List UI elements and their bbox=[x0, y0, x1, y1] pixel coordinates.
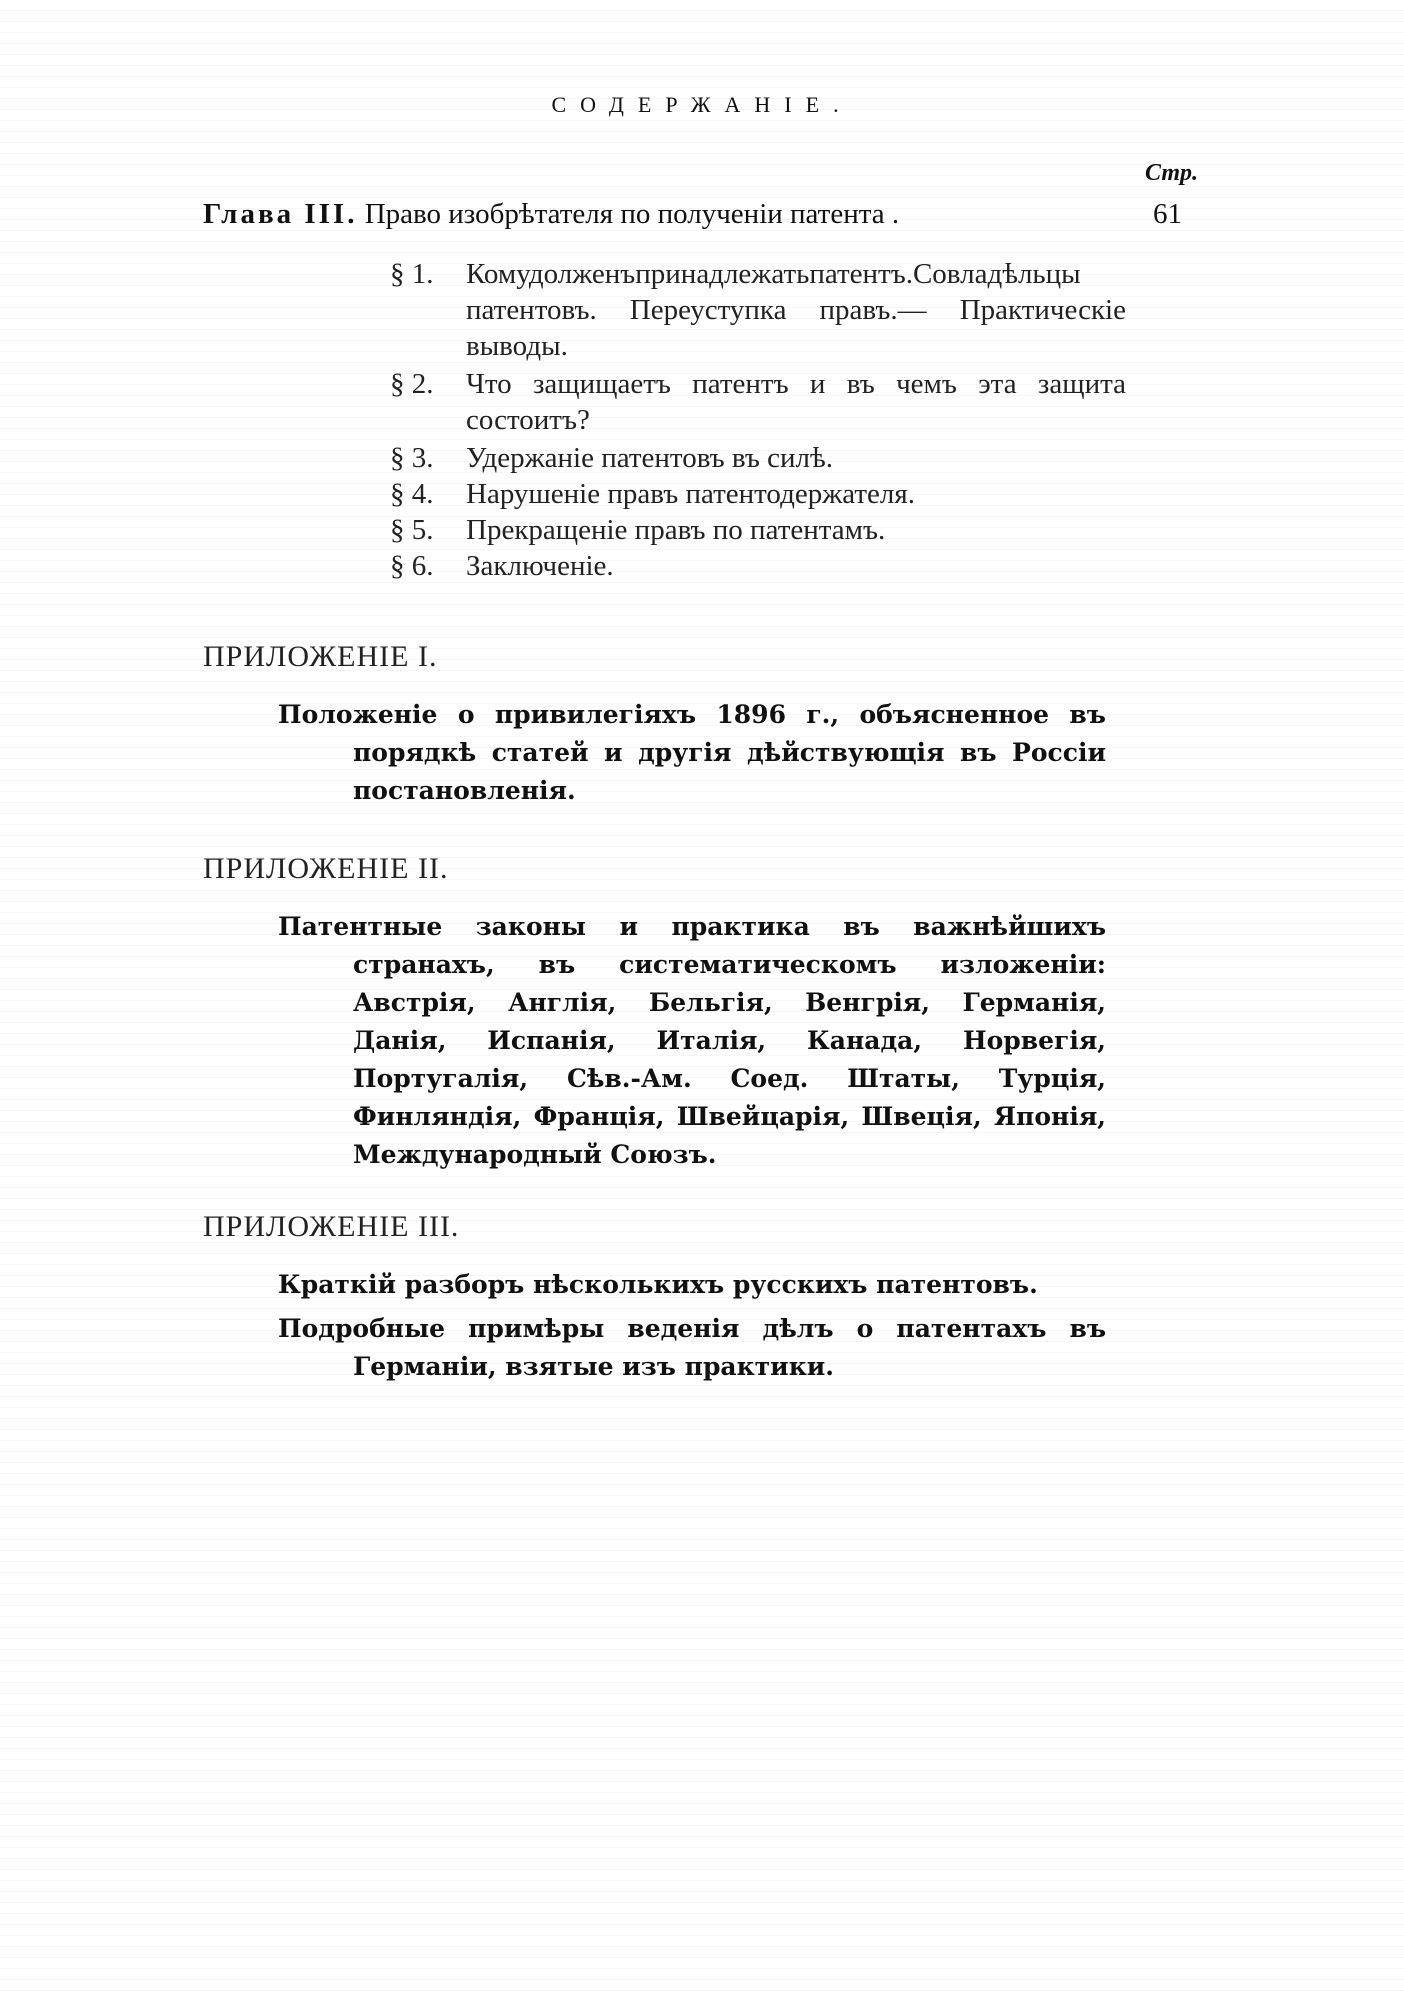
section-entry bbox=[390, 440, 1120, 476]
section-entry bbox=[390, 256, 1126, 364]
section-title: Нарушеніе правъ патентодержателя. bbox=[466, 478, 915, 510]
section-title: Что защищаетъ патентъ и въ чемъ эта защита состоитъ? bbox=[466, 368, 1126, 436]
section-number: § 1. bbox=[390, 258, 434, 290]
section-entry bbox=[390, 548, 1120, 584]
section-number: § 2. bbox=[390, 368, 434, 400]
appendix-entry: Положеніе о привилегіяхъ 1896 г., объясненное въ порядкѣ статей и другія дѣйствующія въ Россіи постановленія. bbox=[278, 700, 1106, 805]
section-entry bbox=[390, 512, 1120, 548]
appendix-entry: Подробные примѣры веденія дѣлъ о патентахъ въ Германіи, взятые изъ практики. bbox=[278, 1314, 1106, 1381]
appendix-entry: Краткій разборъ нѣсколькихъ русскихъ патентовъ. bbox=[278, 1270, 1038, 1299]
chapter-label: Глава III. bbox=[203, 198, 358, 230]
section-number: § 3. bbox=[390, 442, 434, 474]
section-entry bbox=[390, 366, 1126, 438]
appendix-heading: ПРИЛОЖЕНІЕ II. bbox=[203, 852, 449, 885]
chapter-title: Право изобрѣтателя по полученіи патента . bbox=[364, 198, 900, 230]
section-title: Прекращеніе правъ по патентамъ. bbox=[466, 514, 886, 546]
appendix-entry: Патентные законы и практика въ важнѣйшихъ странахъ, въ систематическомъ изложеніи: Австрія, Англія, Бельгія, Венгрія, Германія, Данія, Испанія, Италія, Канада, Норвегія, Португалія, Сѣв.-Ам. Соед. Штаты, Турція, Финляндія, Франція, Швейцарія, Швеція, Японія, Международный Союзъ. bbox=[278, 912, 1106, 1169]
appendix-heading: ПРИЛОЖЕНІЕ I. bbox=[203, 640, 438, 673]
page-column-label: Стр. bbox=[1145, 160, 1199, 186]
chapter-entry bbox=[203, 198, 1188, 231]
section-title: Удержаніе патентовъ въ силѣ. bbox=[466, 442, 833, 474]
page-title: СОДЕРЖАНІЕ. bbox=[551, 92, 853, 117]
chapter-page-number: 61 bbox=[1153, 198, 1182, 230]
section-title: Комудолженъпринадлежатьпатентъ.Совладѣльцы патентовъ. Переуступка правъ.— Практическіе выводы. bbox=[466, 258, 1126, 362]
section-number: § 5. bbox=[390, 514, 434, 546]
section-number: § 4. bbox=[390, 478, 434, 510]
section-title: Заключеніе. bbox=[466, 550, 614, 582]
appendix-heading: ПРИЛОЖЕНІЕ III. bbox=[203, 1210, 460, 1243]
section-number: § 6. bbox=[390, 550, 434, 582]
section-entry bbox=[390, 476, 1120, 512]
